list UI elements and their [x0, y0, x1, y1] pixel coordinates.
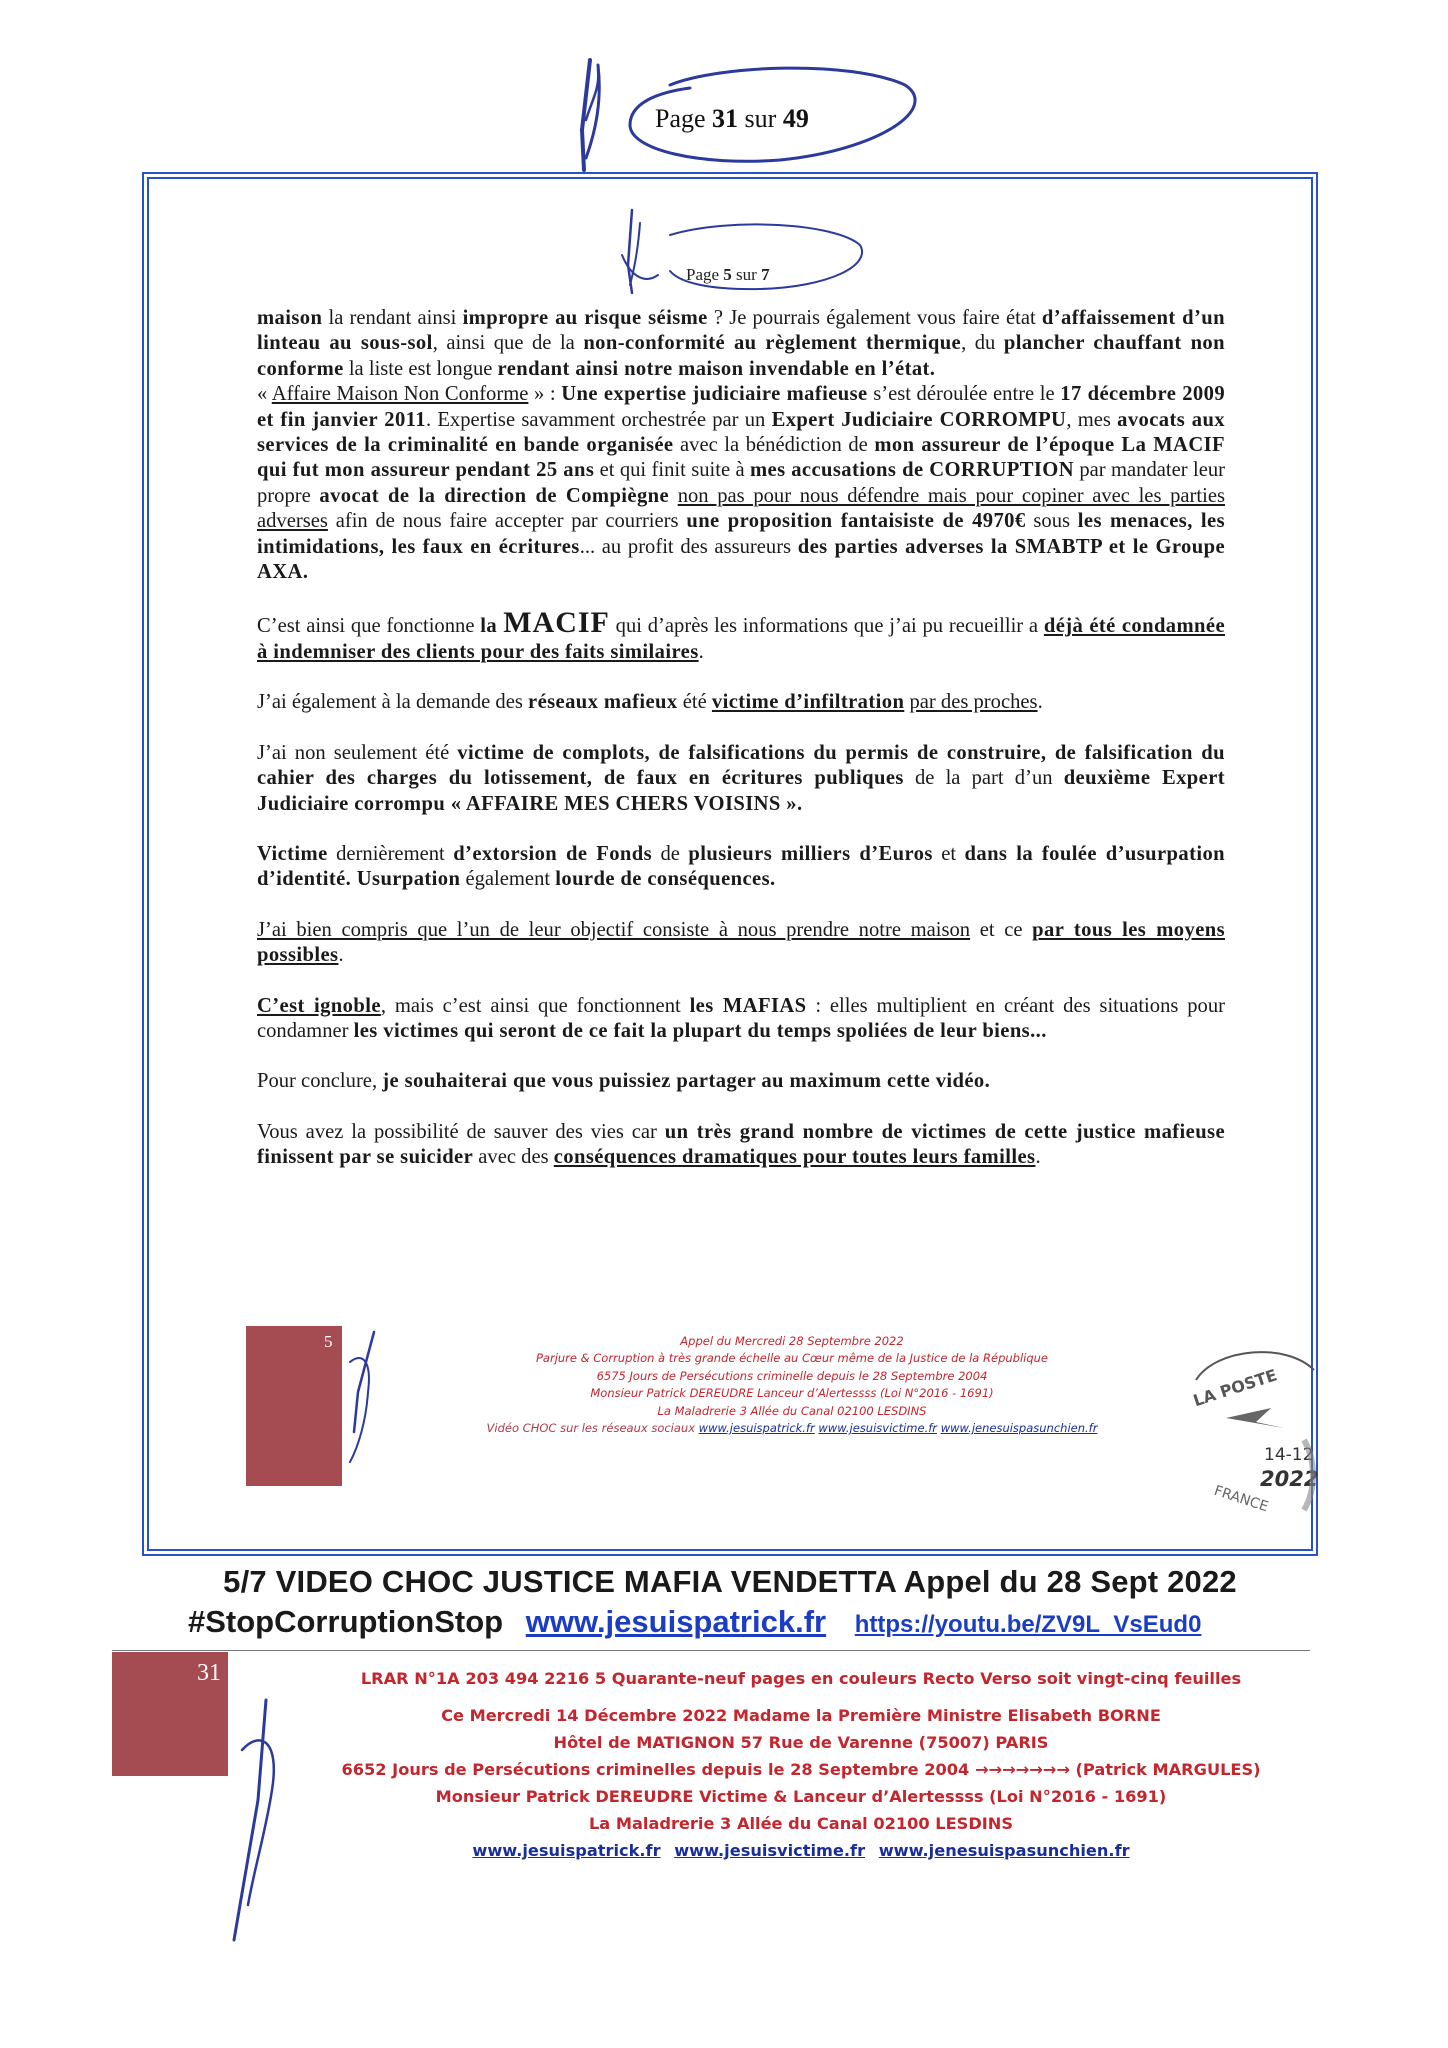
letter-body — [257, 306, 1225, 1196]
hashtag: #StopCorruptionStop — [188, 1604, 504, 1639]
text: Vous avez la possibilité de sauver des vies car — [257, 1120, 665, 1143]
link-youtube[interactable]: https://youtu.be/ZV9L_VsEud0 — [854, 1611, 1202, 1638]
text: non-conformité au règlement thermique — [583, 332, 962, 355]
text: , ainsi que de la — [432, 332, 584, 355]
video-banner — [180, 1564, 1280, 1640]
paragraph-5 — [257, 741, 1225, 817]
text: je souhaiterai que vous puissiez partager au maximum cette vidéo. — [382, 1070, 991, 1093]
text: maison — [257, 307, 323, 329]
text: 6652 Jours de Persécutions criminelles depuis le 28 Septembre 2004 →→→→→→→ (Patrick MARGULES) — [341, 1760, 1261, 1779]
inner-footer-links — [412, 1420, 1172, 1437]
text: « — [257, 383, 272, 406]
link-jesuisvictime[interactable]: www.jesuisvictime.fr — [674, 1841, 866, 1860]
text: deuxième Expert Judiciaire corrompu « AFFAIRE MES CHERS VOISINS ». — [257, 767, 1225, 815]
bottom-footer — [306, 1665, 1296, 1864]
text: Pour conclure, — [257, 1070, 383, 1093]
text: Expert Judiciaire CORROMPU — [771, 408, 1067, 431]
text: lourde de conséquences. — [555, 868, 776, 891]
text: une proposition fantaisiste de 4970€ — [686, 510, 1026, 533]
text: Ce Mercredi 14 Décembre 2022 Madame la Première Ministre Elisabeth BORNE — [441, 1706, 1161, 1725]
text: J’ai bien compris que l’un de leur objectif consiste à nous prendre notre maison — [257, 918, 971, 941]
text: LRAR N°1A 203 494 2216 5 Quarante-neuf pages en couleurs Recto Verso soit vingt-cinq feuilles — [360, 1669, 1242, 1688]
text: de — [652, 842, 689, 865]
paragraph-9 — [257, 1069, 1225, 1094]
text: les victimes qui seront de ce fait la plupart du temps spoliées de leur biens... — [353, 1019, 1047, 1042]
handwritten-signature-bottom — [220, 1690, 300, 1960]
text: La Maladrerie 3 Allée du Canal 02100 LESDINS — [657, 1403, 927, 1418]
text: sous — [1025, 510, 1078, 533]
text: de la part d’un — [903, 767, 1064, 790]
page-number-box — [112, 1652, 228, 1776]
text: , mais c’est ainsi que fonctionnent — [380, 994, 690, 1017]
text: C’est ignoble — [257, 994, 381, 1017]
text: mon assureur de l’époque La MACIF qui fut mon assureur pendant 25 ans — [257, 434, 1225, 482]
inner-page-number-box — [246, 1326, 342, 1486]
text: la — [480, 615, 504, 638]
text: 5 — [324, 1332, 333, 1351]
text: Affaire Maison Non Conforme — [271, 383, 529, 406]
link-jesuispatrick[interactable]: www.jesuispatrick.fr — [698, 1421, 815, 1436]
text: 31 — [197, 1660, 221, 1686]
text: Vidéo CHOC sur les réseaux sociaux — [486, 1421, 696, 1436]
text: avec la bénédiction de — [673, 434, 875, 457]
text: Monsieur Patrick DEREUDRE Victime & Lanceur d’Alertessss (Loi N°2016 - 1691) — [435, 1787, 1167, 1806]
text: ? Je pourrais également vous faire état — [707, 307, 1042, 329]
text: victime d’infiltration — [711, 691, 905, 714]
text: J’ai non seulement été — [257, 741, 458, 764]
text: dans la foulée d’usurpation d’identité. Usurpation — [257, 842, 1225, 891]
paragraph-6 — [257, 842, 1225, 893]
link-jesuisvictime[interactable]: www.jesuisvictime.fr — [818, 1421, 938, 1436]
text: LA POSTE — [1190, 1365, 1280, 1411]
paragraph-1 — [257, 306, 1225, 382]
paragraph-10 — [257, 1120, 1225, 1171]
text: s’est déroulée entre le — [867, 383, 1061, 406]
text: et — [932, 842, 965, 865]
text: qui d’après les informations que j’ai pu recueillir a — [609, 615, 1044, 638]
text: non pas pour nous défendre mais pour copiner avec les parties adverses — [257, 484, 1225, 533]
text: les MAFIAS — [689, 994, 807, 1017]
paragraph-7 — [257, 918, 1225, 969]
text: un très grand nombre de victimes de cette justice mafieuse finissent par se suicider — [257, 1120, 1226, 1169]
footer-divider — [112, 1650, 1310, 1651]
text: déjà été condamnée à indemniser des clients pour des faits similaires — [257, 615, 1225, 663]
text: par tous les moyens possibles — [257, 918, 1226, 967]
text: réseaux mafieux — [528, 691, 678, 714]
bottom-footer-links — [306, 1837, 1296, 1864]
banner-line2 — [188, 1604, 1280, 1640]
inner-footer — [412, 1333, 1172, 1437]
text: les menaces, les intimidations, les faux en écritures — [257, 510, 1226, 558]
text: . — [698, 640, 704, 663]
text: J’ai également à la demande des — [257, 691, 529, 714]
link-jesuispatrick[interactable]: www.jesuispatrick.fr — [472, 1841, 661, 1860]
link-jenesuispasunchien[interactable]: www.jenesuispasunchien.fr — [940, 1421, 1098, 1436]
text: . — [1035, 1146, 1041, 1169]
text: d’extorsion de Fonds — [453, 842, 653, 865]
text: FRANCE — [1211, 1482, 1271, 1516]
text: , du — [961, 332, 1004, 355]
text: plancher chauffant non conforme — [257, 332, 1225, 380]
text: afin de nous faire accepter par courriers — [327, 510, 687, 533]
text: mes accusations de CORRUPTION — [749, 459, 1074, 482]
banner-title: 5/7 VIDEO CHOC JUSTICE MAFIA VENDETTA Appel du 28 Sept 2022 — [223, 1564, 1237, 1599]
text: Une expertise judiciaire mafieuse — [561, 383, 868, 406]
text: dernièrement — [327, 842, 454, 865]
text: par mandater leur propre — [257, 459, 1225, 507]
text: la rendant ainsi — [322, 307, 463, 329]
text: avocats aux services de la criminalité en bande organisée — [257, 408, 1226, 457]
text: des parties adverses la SMABTP et le Groupe AXA. — [257, 535, 1225, 584]
text: par des proches — [909, 691, 1038, 714]
text: 14-12 — [1264, 1445, 1314, 1465]
link-site[interactable]: www.jesuispatrick.fr — [525, 1604, 827, 1639]
text: victime de complots, de falsifications du permis de construire, de falsification du cahier des charges du lotissement, de faux en écritures publiques — [257, 741, 1225, 790]
paragraph-2 — [257, 382, 1225, 585]
text: la liste est longue — [343, 357, 498, 380]
text: . — [1037, 691, 1043, 714]
text: Hôtel de MATIGNON 57 Rue de Varenne (75007) PARIS — [553, 1733, 1049, 1752]
text: rendant ainsi notre maison invendable en l’état. — [497, 357, 936, 380]
text: . — [338, 944, 344, 967]
text: impropre au risque séisme — [462, 307, 708, 329]
text: et ce — [970, 918, 1033, 941]
postal-stamp — [1176, 1330, 1326, 1520]
text: MACIF — [503, 606, 610, 640]
text: 2022 — [1260, 1467, 1319, 1491]
paragraph-4 — [257, 690, 1225, 715]
paragraph-8 — [257, 994, 1225, 1045]
text: C’est ainsi que fonctionne — [257, 615, 481, 638]
text: La Maladrerie 3 Allée du Canal 02100 LESDINS — [588, 1814, 1014, 1833]
text: conséquences dramatiques pour toutes leurs familles — [553, 1146, 1036, 1169]
text: , mes — [1066, 408, 1118, 431]
text: Appel du Mercredi 28 Septembre 2022 — [680, 1334, 904, 1348]
text: 17 décembre 2009 et fin janvier 2011 — [257, 383, 1226, 431]
text: Victime — [257, 842, 328, 865]
text: . Expertise savamment orchestrée par un — [425, 408, 772, 431]
text — [669, 485, 678, 507]
text: Parjure & Corruption à très grande échelle au Cœur même de la Justice de la République — [535, 1351, 1049, 1366]
text: plusieurs milliers d’Euros — [688, 842, 933, 865]
text: d’affaissement d’un linteau au sous-sol — [257, 307, 1226, 355]
inner-page-number: Page 5 sur 7 — [686, 265, 770, 284]
text: et qui finit suite à — [594, 459, 750, 482]
handwritten-signature-inner — [610, 205, 880, 300]
text: : elles multiplient en créant des situations pour condamner — [257, 994, 1225, 1042]
text: Monsieur Patrick DEREUDRE Lanceur d’Alertessss (Loi N°2016 - 1691) — [590, 1386, 994, 1401]
text: également — [460, 868, 556, 891]
text: avec des — [473, 1146, 554, 1169]
text: » : — [528, 383, 562, 406]
text: été — [677, 691, 712, 714]
link-jenesuispasunchien[interactable]: www.jenesuispasunchien.fr — [878, 1841, 1130, 1860]
handwritten-signature-inner-footer — [338, 1322, 398, 1472]
text: ... au profit des assureurs — [579, 535, 798, 558]
text: 6575 Jours de Persécutions criminelle depuis le 28 Septembre 2004 — [596, 1368, 988, 1383]
text: avocat de la direction de Compiègne — [319, 484, 670, 507]
paragraph-3 — [257, 606, 1225, 665]
top-page-number: Page 31 sur 49 — [655, 104, 809, 133]
